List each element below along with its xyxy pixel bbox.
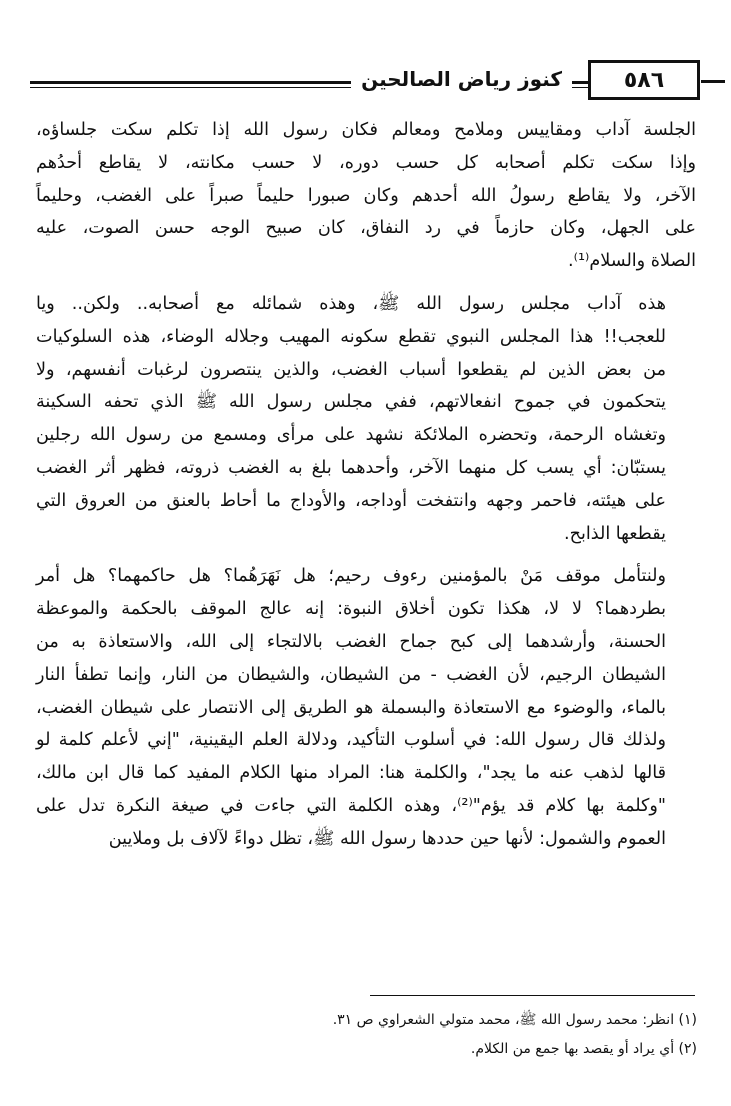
text-line: يتحكمون في جموح انفعالاتهم، ففي مجلس رسول الله ﷺ الذي تحفه السكينة <box>36 392 666 413</box>
text-line: الحسنة، وأرشدهما إلى كبح جماح الغضب بالالتجاء إلى الله، والاستعاذة به من <box>36 631 666 652</box>
text-line: يستبّان: أي يسب كل منهما الآخر، وأحدهما بلغ به الغضب ذروته، فظهر أثر الغضب <box>36 457 666 478</box>
text-line: العموم والشمول: لأنها حين حددها رسول الله ﷺ، تظل دواءً لآلاف بل وملايين <box>108 828 666 849</box>
paragraph <box>36 560 696 855</box>
body-text <box>36 114 696 856</box>
footnotes <box>97 1006 697 1064</box>
text-line: ولنتأمل موقف مَنْ بالمؤمنين رءوف رحيم؛ هل نَهَرَهُما؟ هل حاكمهما؟ هل أمر <box>36 566 666 587</box>
text-line: الشيطان الرجيم، لأن الغضب - من الشيطان، والشيطان من النار، وإنما تطفأ النار <box>36 664 666 685</box>
text-line: وتغشاه الرحمة، وتحضره الملائكة نشهد على مرأى ومسمع من رسول الله رجلين <box>36 425 666 446</box>
text-line: بطردهما؟ لا لا، هكذا تكون أخلاق النبوة: إنه عالج الموقف بالحكمة والموعظة <box>36 599 666 620</box>
page-header <box>30 60 700 100</box>
text-line: على الجهل، وكان حازماً في رد النفاق، كان صبيح الوجه حسن الصوت، عليه <box>36 218 696 239</box>
paragraph <box>36 288 696 550</box>
book-title: كنوز رياض الصالحين <box>351 66 572 92</box>
footnote: (١) انظر: محمد رسول الله ﷺ، محمد متولي الشعراوي ص ٣١. <box>332 1012 697 1028</box>
text-line: من بعض الذين لم يقطعوا أسباب الغضب، والذين ينتصرون لرغبات أنفسهم، ولا <box>36 359 666 380</box>
text-line: بالماء، والوضوء مع الاستعاذة والبسملة هو الطريق إلى الانتصار على شيطان الغضب، <box>36 697 666 718</box>
text-line: للعجب!! هذا المجلس النبوي تقطع سكونه المهيب وجلاله الوضاء، هذه السلوكيات <box>36 326 666 347</box>
text-line: الآخر، ولا يقاطع رسولُ الله أحدهم وكان صبورا حليماً صبراً على الغضب، وحليماً <box>36 185 696 206</box>
text-line: الجلسة آداب ومقاييس وملامح ومعالم فكان رسول الله إذا تكلم سكت جلساؤه، <box>36 120 696 140</box>
text-line: الصلاة والسلام⁽¹⁾. <box>568 251 696 272</box>
paragraph <box>36 114 696 278</box>
page-number: ٥٨٦ <box>588 60 700 100</box>
text-line: هذه آداب مجلس رسول الله ﷺ، وهذه شمائله مع أصحابه.. ولكن.. ويا <box>36 293 666 314</box>
footnote: (٢) أي يراد أو يقصد بها جمع من الكلام. <box>470 1041 697 1057</box>
header-rule-end <box>701 80 725 88</box>
footnote-separator <box>370 995 695 996</box>
text-line: ولذلك قال رسول الله: في أسلوب التأكيد، ودلالة العلم اليقينية، "إني لأعلم كلمة لو <box>36 730 666 751</box>
text-line: يقطعها الذابح. <box>564 523 666 544</box>
text-line: وإذا سكت تكلم أصحابه كل حسب دوره، لا حسب مكانته، لا يقاطع أحدُهم <box>36 152 696 173</box>
text-line: على هيئته، فاحمر وجهه وانتفخت أوداجه، والأوداج ما أحاط بالعنق من العروق التي <box>36 490 666 511</box>
text-line: "وكلمة بها كلام قد يؤم"⁽²⁾، وهذه الكلمة التي جاءت في صيغة النكرة تدل على <box>36 795 666 816</box>
text-line: قالها لذهب عنه ما يجد"، والكلمة هنا: المراد منها الكلام المفيد كما قال ابن مالك، <box>36 763 666 784</box>
